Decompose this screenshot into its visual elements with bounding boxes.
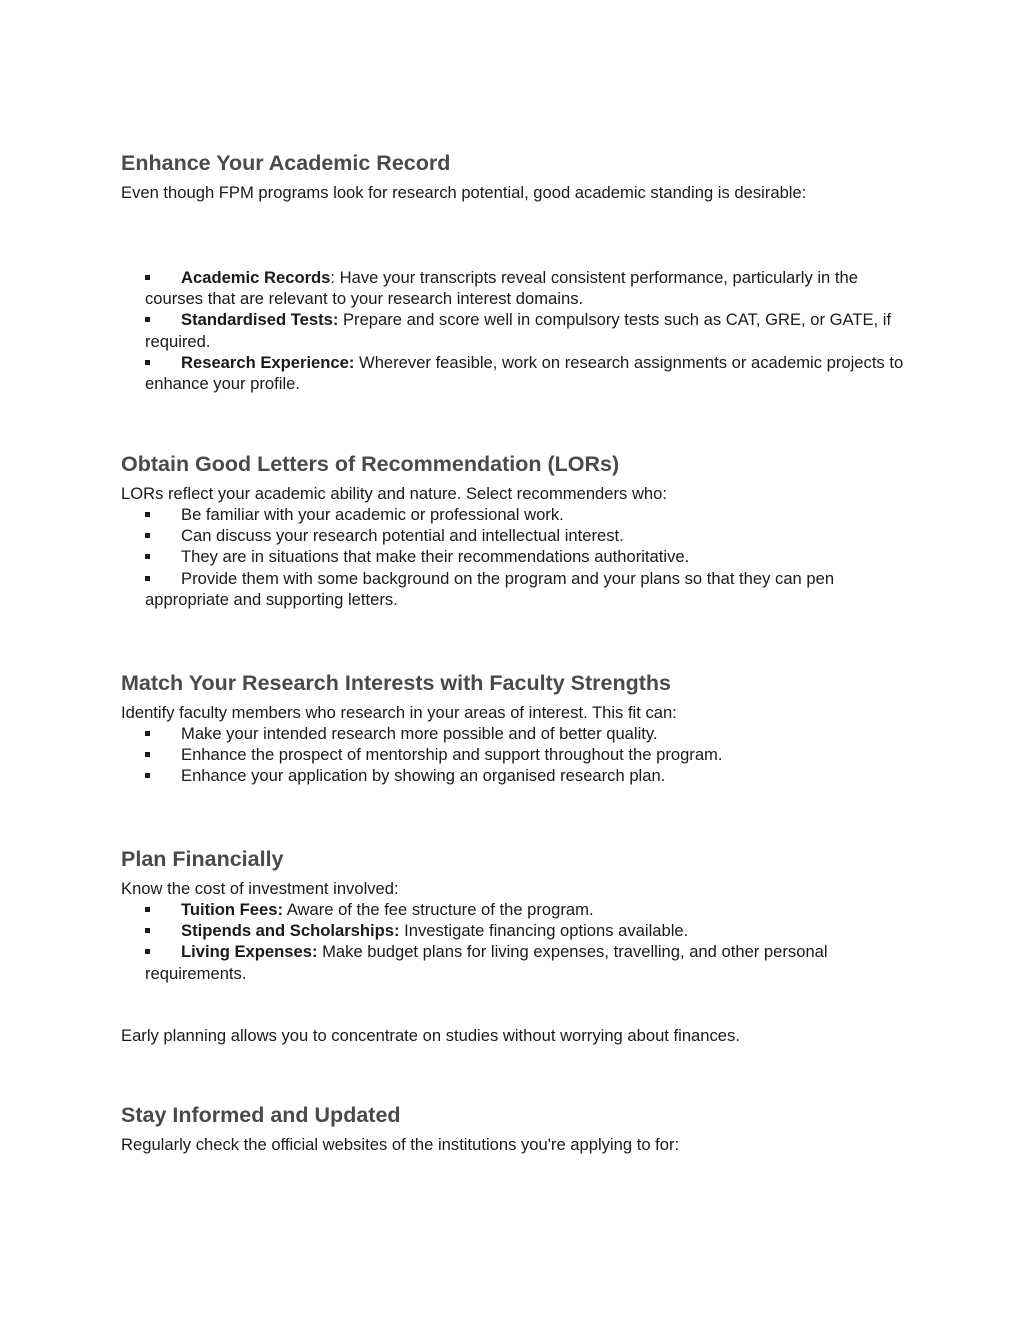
bullet-square-icon	[145, 512, 150, 517]
item-text: Prepare and score well in compulsory tests such as CAT, GRE, or GATE, if required.	[145, 310, 892, 351]
bullet-square-icon	[145, 949, 150, 954]
item-text: Aware of the fee structure of the program.	[283, 900, 594, 919]
list-item	[145, 525, 911, 546]
finance-closing-block	[121, 1025, 911, 1046]
item-text: Enhance your application by showing an organised research plan.	[181, 766, 666, 786]
list-item	[145, 546, 911, 567]
section-heading: Plan Financially	[121, 847, 284, 871]
section-heading: Match Your Research Interests with Faculty Strengths	[121, 671, 671, 695]
item-label: Research Experience:	[181, 352, 355, 372]
item-text: Can discuss your research potential and intellectual interest.	[181, 526, 624, 546]
academic-record-list-block	[121, 267, 911, 394]
list-item	[145, 920, 911, 941]
bullet-square-icon	[145, 275, 150, 280]
section-closing: Early planning allows you to concentrate on studies without worrying about finances.	[121, 1026, 740, 1045]
item-label: Tuition Fees:	[181, 900, 284, 919]
finance-list	[121, 899, 911, 984]
list-item	[145, 309, 911, 351]
section-intro: Regularly check the official websites of the institutions you're applying to for:	[121, 1135, 680, 1154]
academic-record-list	[121, 267, 911, 394]
recommendation-list	[121, 504, 911, 610]
item-text: Make budget plans for living expenses, travelling, and other personal requirements.	[145, 942, 828, 983]
item-label: Living Expenses:	[181, 942, 318, 962]
bullet-square-icon	[145, 554, 150, 559]
section-heading: Stay Informed and Updated	[121, 1103, 401, 1127]
bullet-square-icon	[145, 907, 150, 912]
list-item	[145, 352, 911, 394]
bullet-square-icon	[145, 360, 150, 365]
bullet-square-icon	[145, 928, 150, 933]
section-heading: Obtain Good Letters of Recommendation (LORs)	[121, 452, 620, 476]
list-item	[145, 568, 911, 610]
item-text: Be familiar with your academic or professional work.	[181, 505, 564, 524]
item-text: They are in situations that make their recommendations authoritative.	[181, 547, 690, 567]
item-text: Enhance the prospect of mentorship and support throughout the program.	[181, 745, 723, 765]
section-intro: LORs reflect your academic ability and nature. Select recommenders who:	[121, 484, 667, 503]
list-item	[145, 899, 911, 920]
list-item	[145, 744, 911, 765]
list-item	[145, 723, 911, 744]
faculty-match-list	[121, 723, 911, 787]
item-text: Provide them with some background on the program and your plans so that they can pen appropriate and supporting letters.	[145, 568, 835, 609]
list-item	[145, 267, 911, 309]
item-label: Standardised Tests:	[181, 310, 339, 330]
bullet-square-icon	[145, 576, 150, 581]
item-text: Make your intended research more possible and of better quality.	[181, 724, 658, 743]
bullet-square-icon	[145, 752, 150, 757]
item-text: Investigate financing options available.	[399, 921, 689, 941]
section-intro: Know the cost of investment involved:	[121, 879, 399, 898]
item-label: Stipends and Scholarships:	[181, 921, 400, 941]
list-item	[145, 504, 911, 525]
section-stay-informed	[121, 1101, 911, 1155]
item-label: Academic Records	[181, 268, 331, 287]
section-letters-of-recommendation	[121, 450, 911, 610]
section-intro: Identify faculty members who research in your areas of interest. This fit can:	[121, 703, 677, 722]
list-item	[145, 765, 911, 786]
bullet-square-icon	[145, 731, 150, 736]
item-text: : Have your transcripts reveal consistent performance, particularly in the courses that are relevant to your research interest domains.	[145, 268, 858, 309]
section-plan-financially	[121, 845, 911, 984]
bullet-square-icon	[145, 317, 150, 322]
bullet-square-icon	[145, 533, 150, 538]
list-item	[145, 941, 911, 983]
bullet-square-icon	[145, 773, 150, 778]
section-heading: Enhance Your Academic Record	[121, 151, 451, 175]
section-intro: Even though FPM programs look for research potential, good academic standing is desirable:	[121, 183, 807, 202]
section-academic-record	[121, 149, 911, 203]
section-faculty-match	[121, 669, 911, 787]
item-text: Wherever feasible, work on research assignments or academic projects to enhance your profile.	[145, 352, 904, 394]
